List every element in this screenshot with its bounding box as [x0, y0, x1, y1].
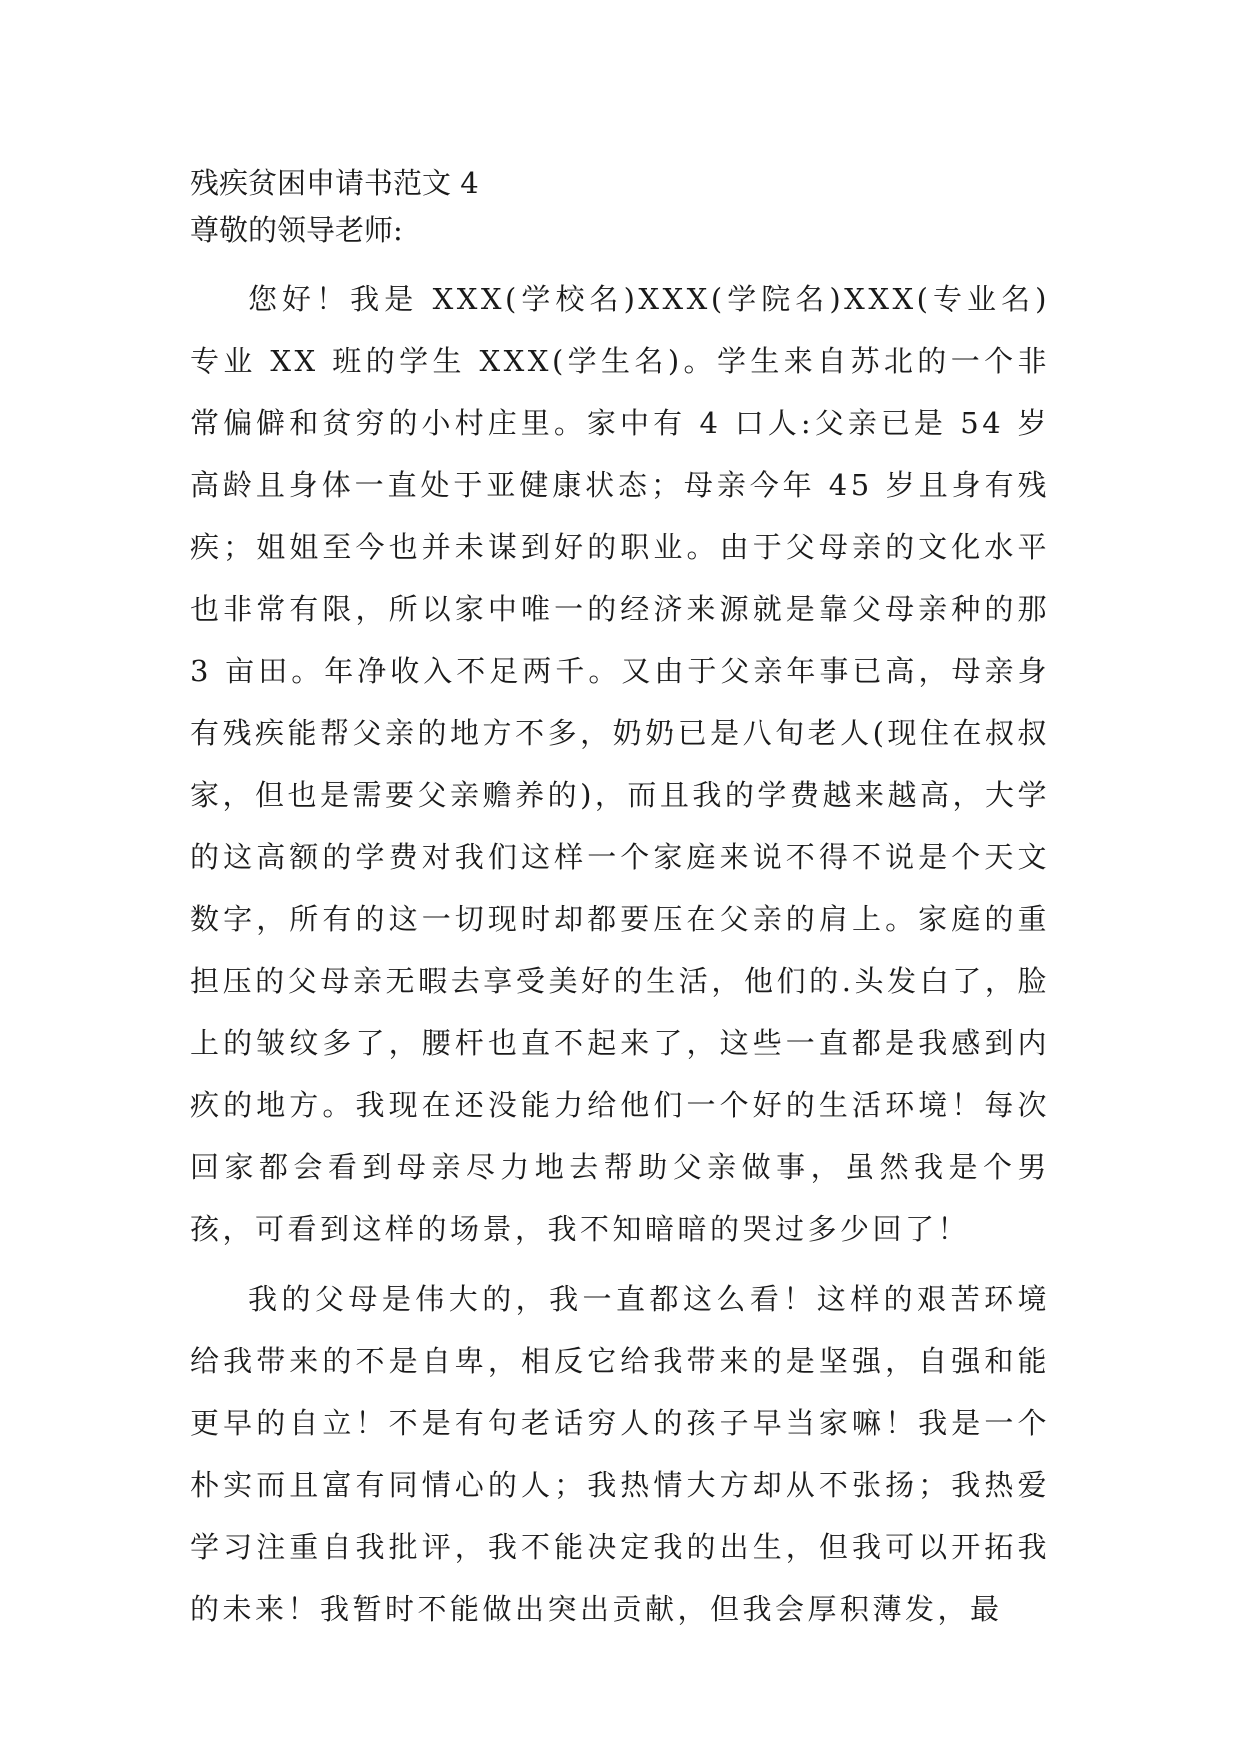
paragraph-2: 我的父母是伟大的，我一直都这么看！这样的艰苦环境给我带来的不是自卑，相反它给我带来的是坚强，自强和能更早的自立！不是有句老话穷人的孩子早当家嘛！我是一个朴实而且富有同情心的人；我热情大方却从不张扬；我热爱学习注重自我批评，我不能决定我的出生，但我可以开拓我的未来！我暂时不能做出突出贡献，但我会厚积薄发，最	[190, 1282, 1050, 1626]
document-body	[190, 160, 1050, 1640]
salutation: 尊敬的领导老师:	[190, 213, 403, 247]
paragraph-1: 您好！我是 XXX(学校名)XXX(学院名)XXX(专业名)专业 XX 班的学生 XXX(学生名)。学生来自苏北的一个非常偏僻和贫穷的小村庄里。家中有 4 口人:父亲已是 54 岁高龄且身体一直处于亚健康状态；母亲今年 45 岁且身有残疾；姐姐至今也并未谋到好的职业。由于父母亲的文化水平也非常有限，所以家中唯一的经济来源就是靠父母亲种的那 3 亩田。年净收入不足两千。又由于父亲年事已高，母亲身有残疾能帮父亲的地方不多，奶奶已是八旬老人(现住在叔叔家，但也是需要父亲赡养的)，而且我的学费越来越高，大学的这高额的学费对我们这样一个家庭来说不得不说是个天文数字，所有的这一切现时却都要压在父亲的肩上。家庭的重担压的父母亲无暇去享受美好的生活，他们的.头发白了，脸上的皱纹多了，腰杆也直不起来了，这些一直都是我感到内疚的地方。我现在还没能力给他们一个好的生活环境！每次回家都会看到母亲尽力地去帮助父亲做事，虽然我是个男孩，可看到这样的场景，我不知暗暗的哭过多少回了！	[190, 282, 1050, 1246]
document-title: 残疾贫困申请书范文 4	[190, 166, 479, 200]
